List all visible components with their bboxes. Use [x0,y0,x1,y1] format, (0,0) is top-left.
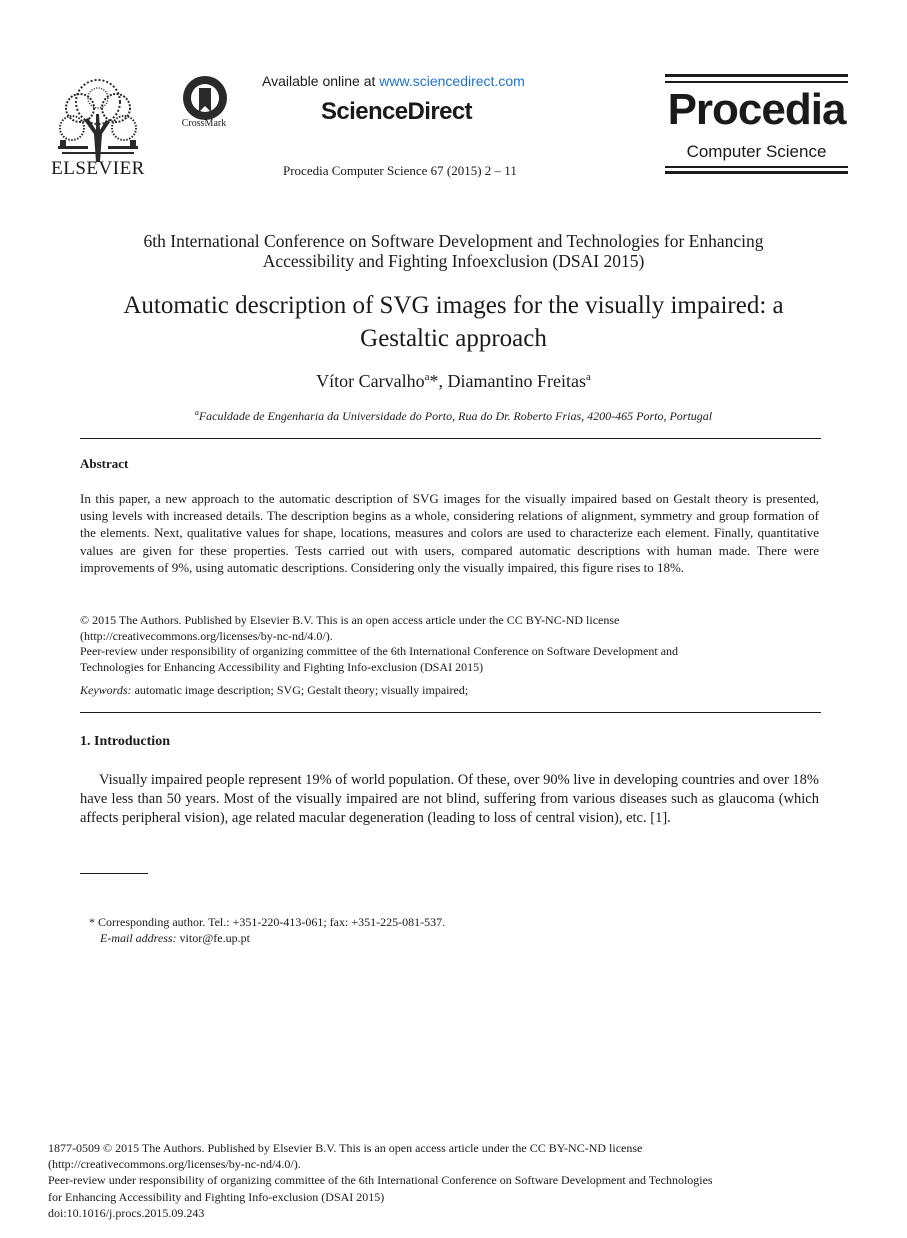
footer-line-1: 1877-0509 © 2015 The Authors. Published by Elsevier B.V. This is an open access article under the CC BY-NC-ND license [48,1141,643,1155]
divider-top [80,438,821,439]
copyright-line-1: © 2015 The Authors. Published by Elsevier B.V. This is an open access article under the CC BY-NC-ND license [80,613,620,627]
conference-line-1: 6th International Conference on Software Development and Technologies for Enhancing [143,231,764,251]
keywords-label: Keywords: [80,683,132,697]
footnote [89,914,445,946]
footer-line-3: Peer-review under responsibility of organizing committee of the 6th International Conference on Software Development and Technologies [48,1173,713,1188]
keywords [80,683,819,698]
procedia-logo [665,74,848,176]
introduction-heading: 1. Introduction [80,734,170,749]
email-address[interactable]: vitor@fe.up.pt [176,931,250,945]
affiliation-text: Faculdade de Engenharia da Universidade do Porto, Rua do Dr. Roberto Frias, 4200-465 Porto, Portugal [198,409,713,423]
title-line-1: Automatic description of SVG images for the visually impaired: a [123,292,784,319]
peer-review-line-1: Peer-review under responsibility of organizing committee of the 6th International Conference on Software Development and [80,644,679,658]
procedia-rule-bottom-thin [665,166,848,168]
introduction-text: Visually impaired people represent 19% of world population. Of these, over 90% live in developing countries and over 18% have less than 50 years. Most of the visually impaired are not blind, suffering from various diseases such as glaucoma (which affects peripheral vision), age related macular degeneration (leading to loss of central vision), etc. [1]. [80,772,819,826]
author-separator: , [438,371,448,391]
footer-license-link[interactable]: (http://creativecommons.org/licenses/by-nc-nd/4.0/). [48,1157,301,1172]
authors [40,371,867,392]
paper-title [40,289,867,355]
footnote-rule [80,873,148,874]
title-line-2: Gestaltic approach [360,325,547,352]
procedia-rule-bottom [665,171,848,174]
abstract-heading: Abstract [80,456,129,471]
abstract-text: In this paper, a new approach to the automatic description of SVG images for the visually impaired based on Gestalt theory is presented, using levels with increased details. The description begins as a whole, considering relations of alignment, symmetry and group formation of the elements. Next, qualitative values for shape, locations, measures and colors are used to characterize each element. Finally, quantitative values are given for these properties. Tests carried out with users, compared automatic descriptions with human made. There were improvements of 9%, using automatic descriptions. Considering only the visually impaired, this figure rises to 18%. [80,491,819,575]
author-2: Diamantino Freitas [447,371,586,391]
elsevier-wordmark: ELSEVIER [51,158,145,179]
journal-reference: Procedia Computer Science 67 (2015) 2 – 11 [283,163,517,178]
available-online-line [262,73,525,89]
procedia-title: Procedia [667,85,846,134]
conference-name [40,231,867,271]
license-link[interactable]: (http://creativecommons.org/licenses/by-nc-nd/4.0/). [80,628,333,643]
copyright-block [80,613,819,675]
affiliation [40,408,867,424]
page-footer [48,1140,848,1221]
author-1-affil: a [424,371,430,383]
procedia-rule-top-thin [665,81,848,83]
author-2-affil: a [585,371,591,383]
footnote-email [89,930,445,946]
footer-doi[interactable]: doi:10.1016/j.procs.2015.09.243 [48,1205,205,1220]
conference-line-2: Accessibility and Fighting Infoexclusion (DSAI 2015) [262,251,645,271]
procedia-subtitle: Computer Science [686,142,827,161]
peer-review-line-2: Technologies for Enhancing Accessibility and Fighting Info-exclusion (DSAI 2015) [80,659,484,674]
corresponding-mark: * [429,371,439,391]
email-label: E-mail address: [100,931,177,945]
sciencedirect-wordmark: ScienceDirect [321,98,472,125]
crossmark-label: CrossMark [181,118,227,129]
sciencedirect-link[interactable]: www.sciencedirect.com [379,73,525,89]
available-prefix: Available online at [262,73,380,89]
procedia-rule-top [665,74,848,77]
affiliation-sup: a [194,408,199,417]
author-1: Vítor Carvalho [316,371,425,391]
footer-line-4: for Enhancing Accessibility and Fighting Info-exclusion (DSAI 2015) [48,1189,385,1204]
keywords-list: automatic image description; SVG; Gestalt theory; visually impaired; [131,683,469,697]
divider-bottom [80,712,821,713]
footnote-corresponding: * Corresponding author. Tel.: +351-220-413-061; fax: +351-225-081-537. [89,915,446,929]
